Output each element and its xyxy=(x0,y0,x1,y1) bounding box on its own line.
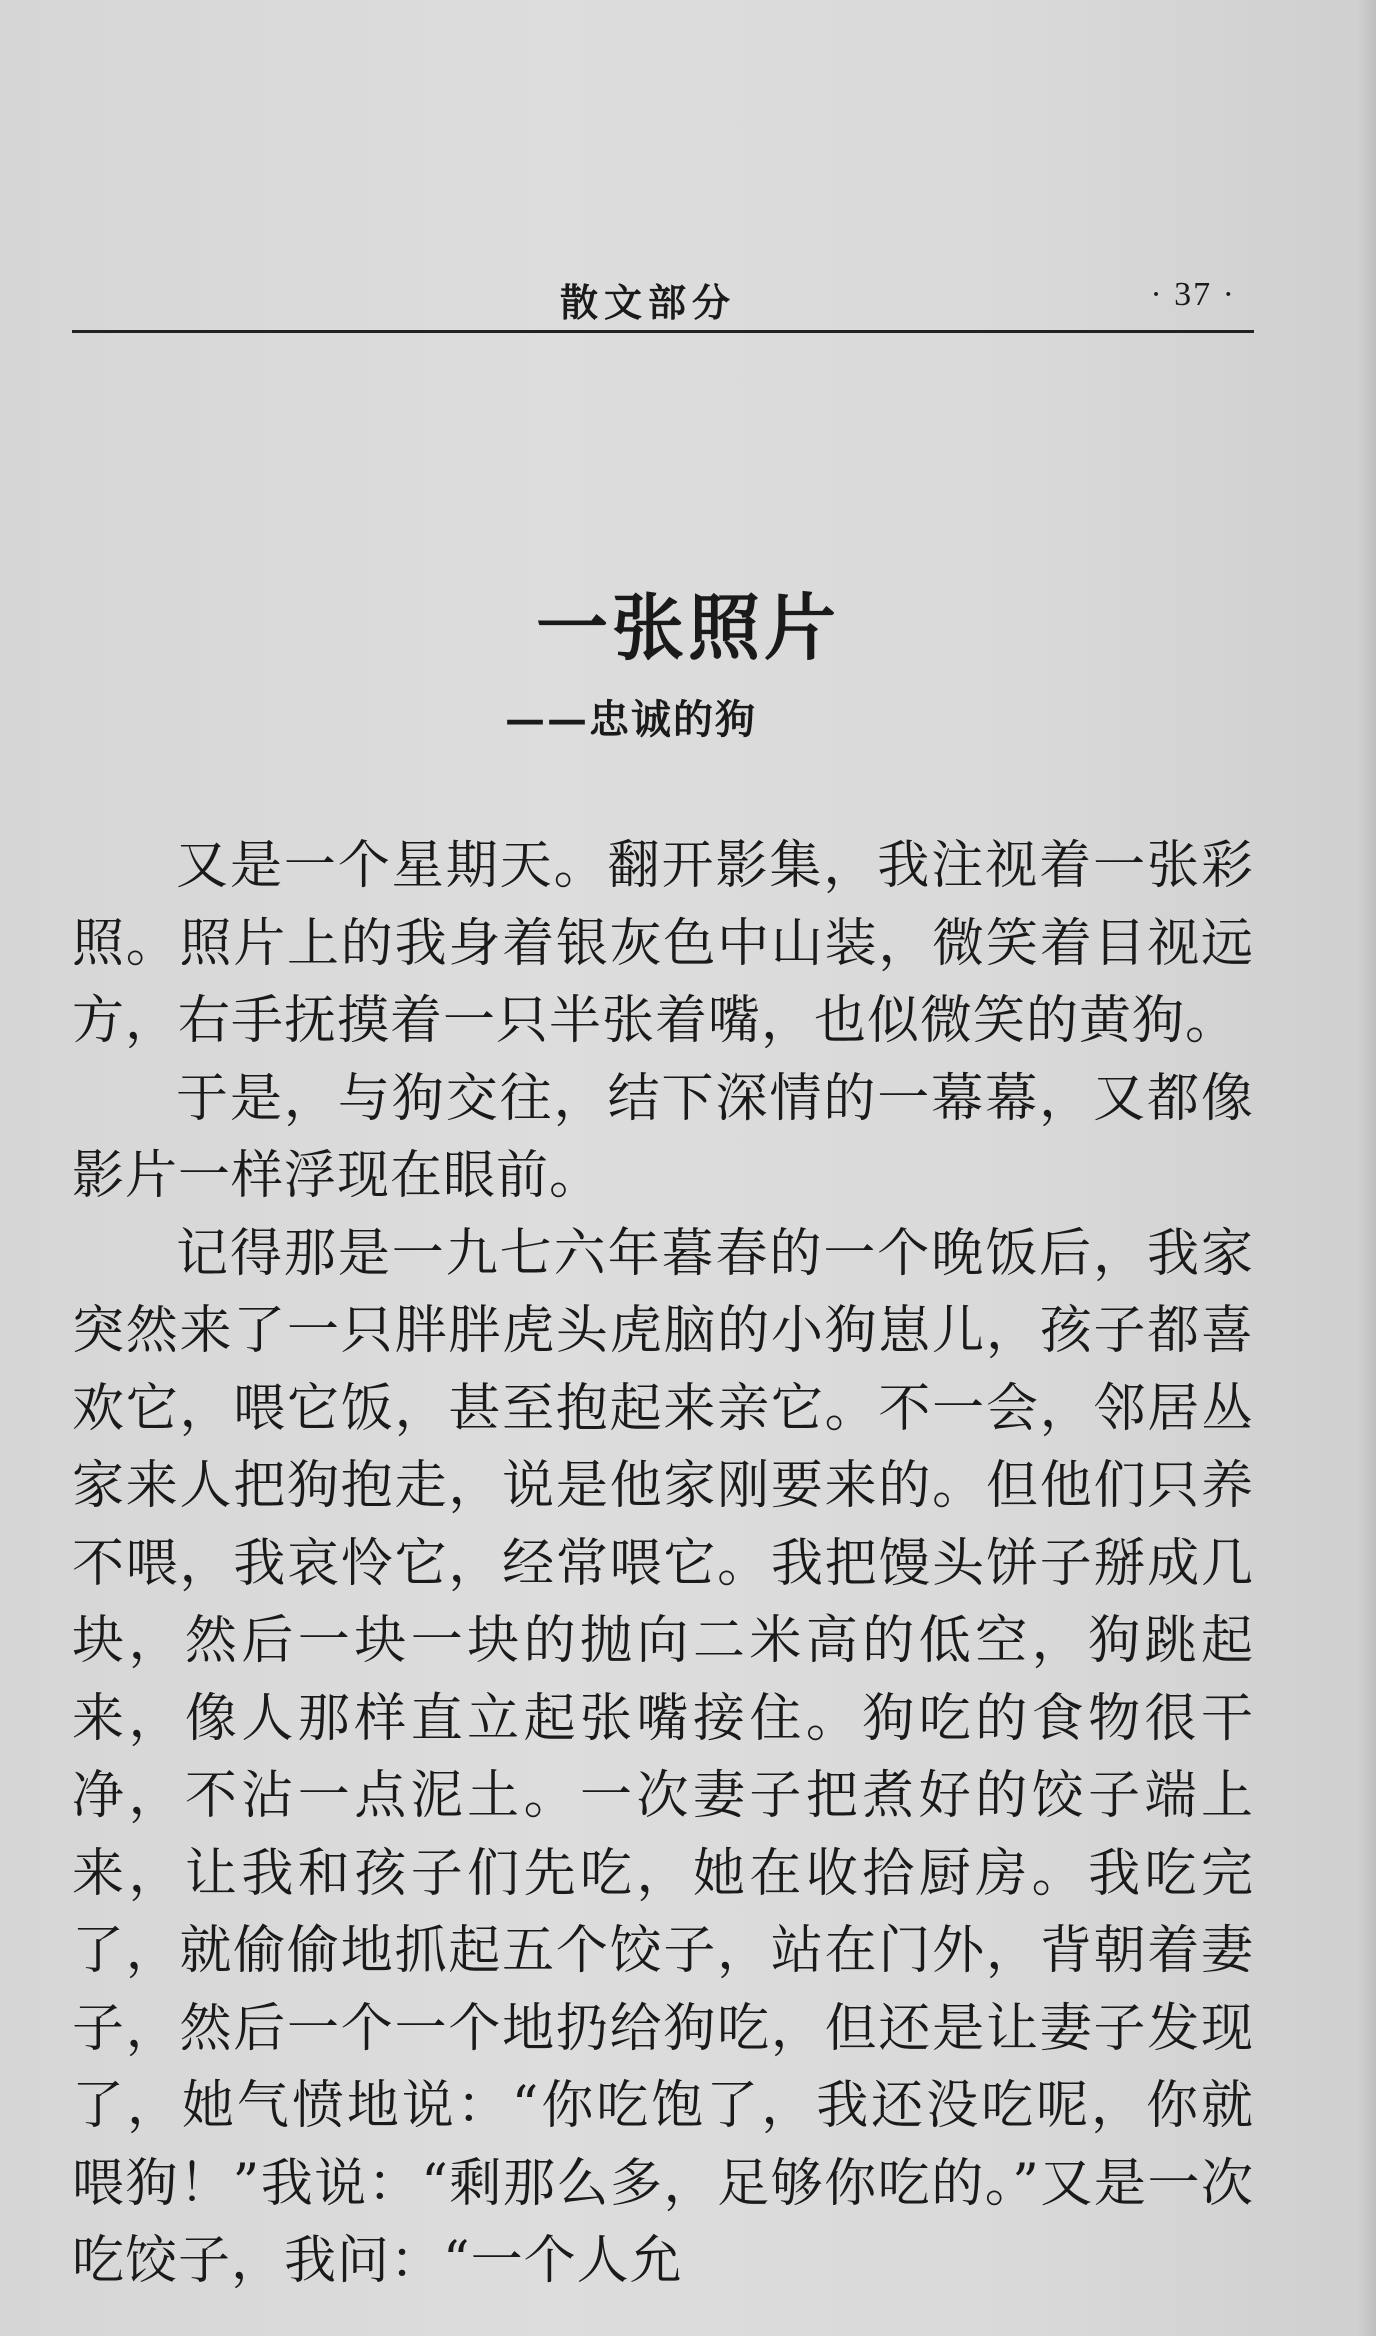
running-header xyxy=(72,270,1254,333)
paragraph: 于是，与狗交往，结下深情的一幕幕，又都像影片一样浮现在眼前。 xyxy=(72,1068,1254,1206)
page-edge-shadow xyxy=(1358,0,1376,2336)
paragraph: 记得那是一九七六年暮春的一个晚饭后，我家突然来了一只胖胖虎头虎脑的小狗崽儿，孩子都喜欢它，喂它饭，甚至抱起来亲它。不一会，邻居丛家来人把狗抱走，说是他家刚要来的。但他们只养不喂，我哀怜它，经常喂它。我把馒头饼子掰成几块，然后一块一块的抛向二米高的低空，狗跳起来，像人那样直立起张嘴接住。狗吃的食物很干净，不沾一点泥土。一次妻子把煮好的饺子端上来，让我和孩子们先吃，她在收拾厨房。我吃完了，就偷偷地抓起五个饺子，站在门外，背朝着妻子，然后一个一个地扔给狗吃，但还是让妻子发现了，她气愤地说：“你吃饱了，我还没吃呢，你就喂狗！”我说：“剩那么多，足够你吃的。”又是一次吃饺子，我问：“一个人允 xyxy=(72,1223,1254,2291)
article-title: 一张照片 xyxy=(535,585,840,671)
article-subtitle: ——忠诚的狗 xyxy=(505,696,757,743)
section-title: 散文部分 xyxy=(560,280,737,325)
article-body xyxy=(72,828,1254,2301)
page-number: · 37 · xyxy=(1150,276,1236,313)
paragraph: 又是一个星期天。翻开影集，我注视着一张彩照。照片上的我身着银灰色中山装，微笑着目视远方，右手抚摸着一只半张着嘴，也似微笑的黄狗。 xyxy=(72,836,1254,1051)
